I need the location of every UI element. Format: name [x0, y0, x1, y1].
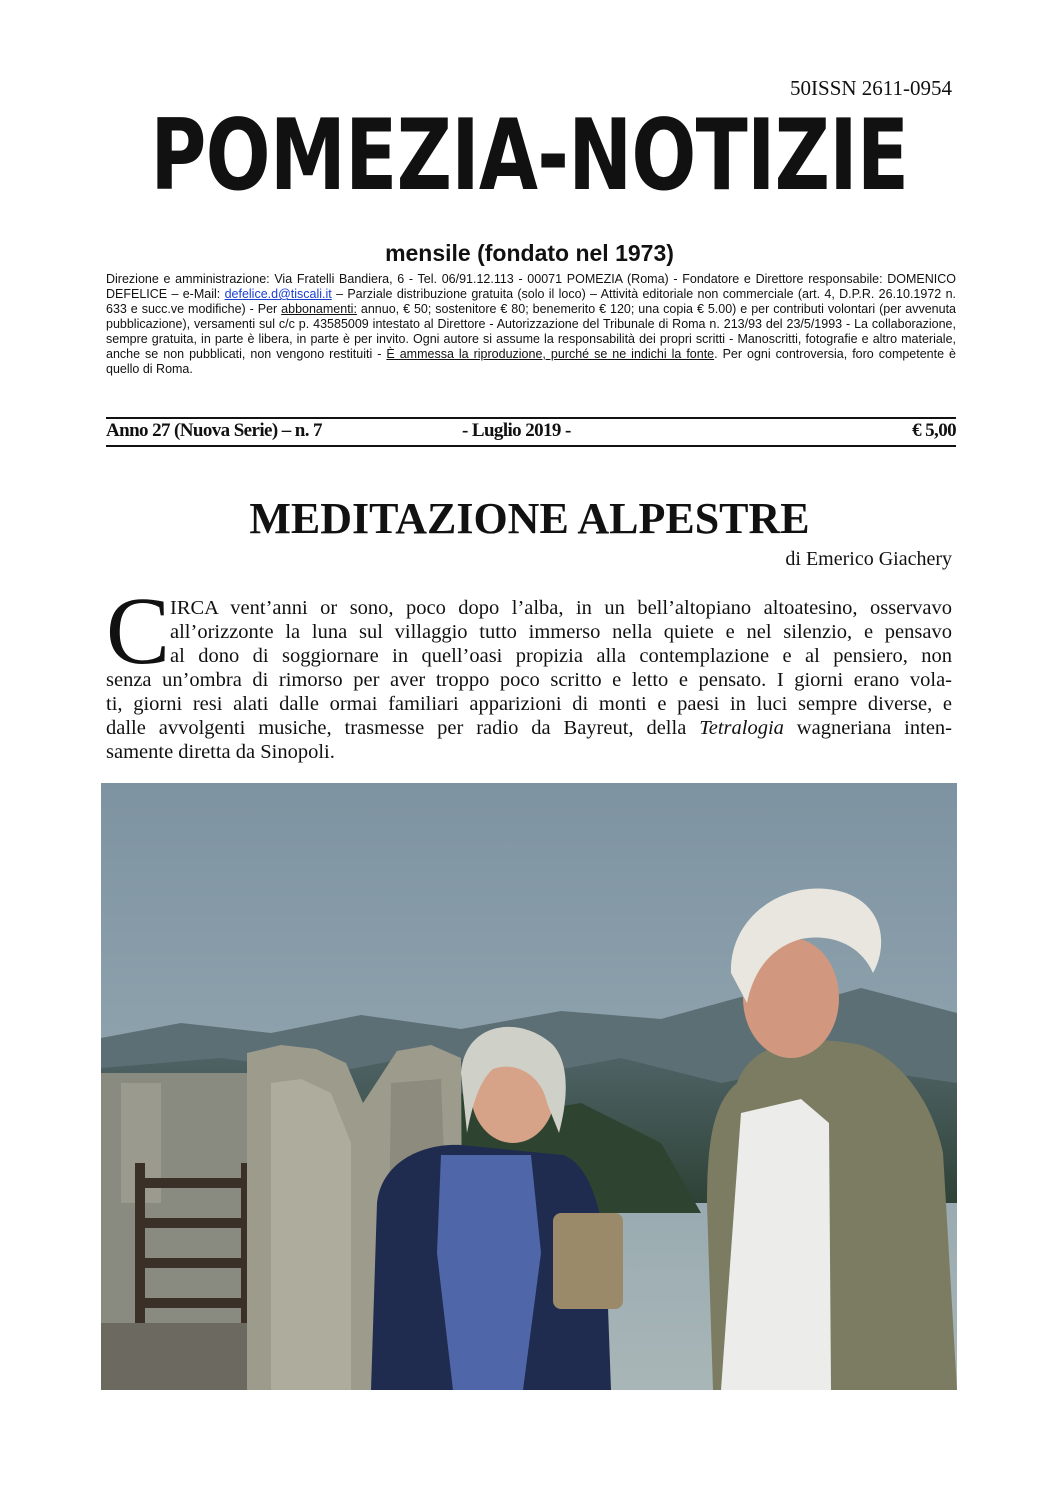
imprint-text [106, 272, 956, 377]
article-line: samente diretta da Sinopoli. [106, 741, 335, 763]
article-line-6-end: wagneriana inten- [783, 717, 952, 739]
imprint-part-4: . Per ogni controversia, foro competente è quello di Roma. [106, 347, 957, 376]
issue-date: - Luglio 2019 - [462, 420, 571, 441]
issue-bar [106, 417, 956, 447]
work-title-tetralogia: Tetralogia [699, 717, 784, 739]
subscriptions-label: abbonamenti: [281, 302, 357, 316]
masthead-subtitle: mensile (fondato nel 1973) [385, 240, 674, 266]
article-lead-paragraph [106, 596, 952, 764]
article-line: al dono di soggiornare in quell’oasi propizia alla contemplazione e al pensiero, non [170, 645, 952, 667]
drop-cap: C [106, 577, 171, 684]
imprint-part-3: annuo, € 50; sostenitore € 80; benemerito € 120; una copia € 5.00) e per contributi volontari (per avvenuta pubblicazione), versamenti sul c/c p. 43585009 intestato al Direttore - Autorizzazione del Tribunale di Roma n. 213/93 del 23/5/1993 - La collaborazione, sempre gratuita, in parte è libera, in parte è per invito. Ogni autore si assume la responsabilità dei propri scritti - Manoscritti, fotografie e altro materiale, anche se non pubblicati, non vengono restituiti - [106, 302, 956, 361]
article-photo [101, 783, 957, 1390]
masthead-title: POMEZIA-NOTIZIE [150, 99, 909, 213]
article-line: senza un’ombra di rimorso per aver troppo poco scritto e letto e pensato. I giorni erano vola- [106, 669, 952, 691]
article-line: ti, giorni resi alati dalle ormai familiari apparizioni di monti e paesi in luci sempre diverse, e [106, 693, 952, 715]
article-line: IRCA vent’anni or sono, poco dopo l’alba, in un bell’altopiano altoatesino, osservavo [170, 597, 952, 619]
imprint-part-2: – Parziale distribuzione gratuita (solo il loco) – Attività editoriale non commerciale (art. 4, D.P.R. 26.10.1972 n. 633 e succ.ve modifiche) - Per [106, 287, 956, 316]
email-link[interactable]: defelice.d@tiscali.it [224, 287, 332, 301]
reproduction-notice: È ammessa la riproduzione, purché se ne indichi la fonte [386, 347, 715, 361]
article-line-6-start: dalle avvolgenti musiche, trasmesse per radio da Bayreut, della [106, 717, 700, 739]
article-line: all’orizzonte la luna sul villaggio tutto immerso nella quiete e nel silenzio, e pensavo [170, 621, 952, 643]
article-title: MEDITAZIONE ALPESTRE [249, 494, 810, 543]
issn-number: 50ISSN 2611-0954 [790, 76, 952, 100]
issue-price: € 5,00 [912, 420, 956, 441]
article-byline: di Emerico Giachery [785, 548, 952, 570]
issue-number: Anno 27 (Nuova Serie) – n. 7 [106, 420, 322, 441]
article-line [106, 716, 952, 740]
imprint-part-1: Direzione e amministrazione: Via Fratelli Bandiera, 6 - Tel. 06/91.12.113 - 00071 POMEZIA (Roma) - Fondatore e Direttore responsabile: DOMENICO DEFELICE – e-Mail: [106, 272, 956, 301]
